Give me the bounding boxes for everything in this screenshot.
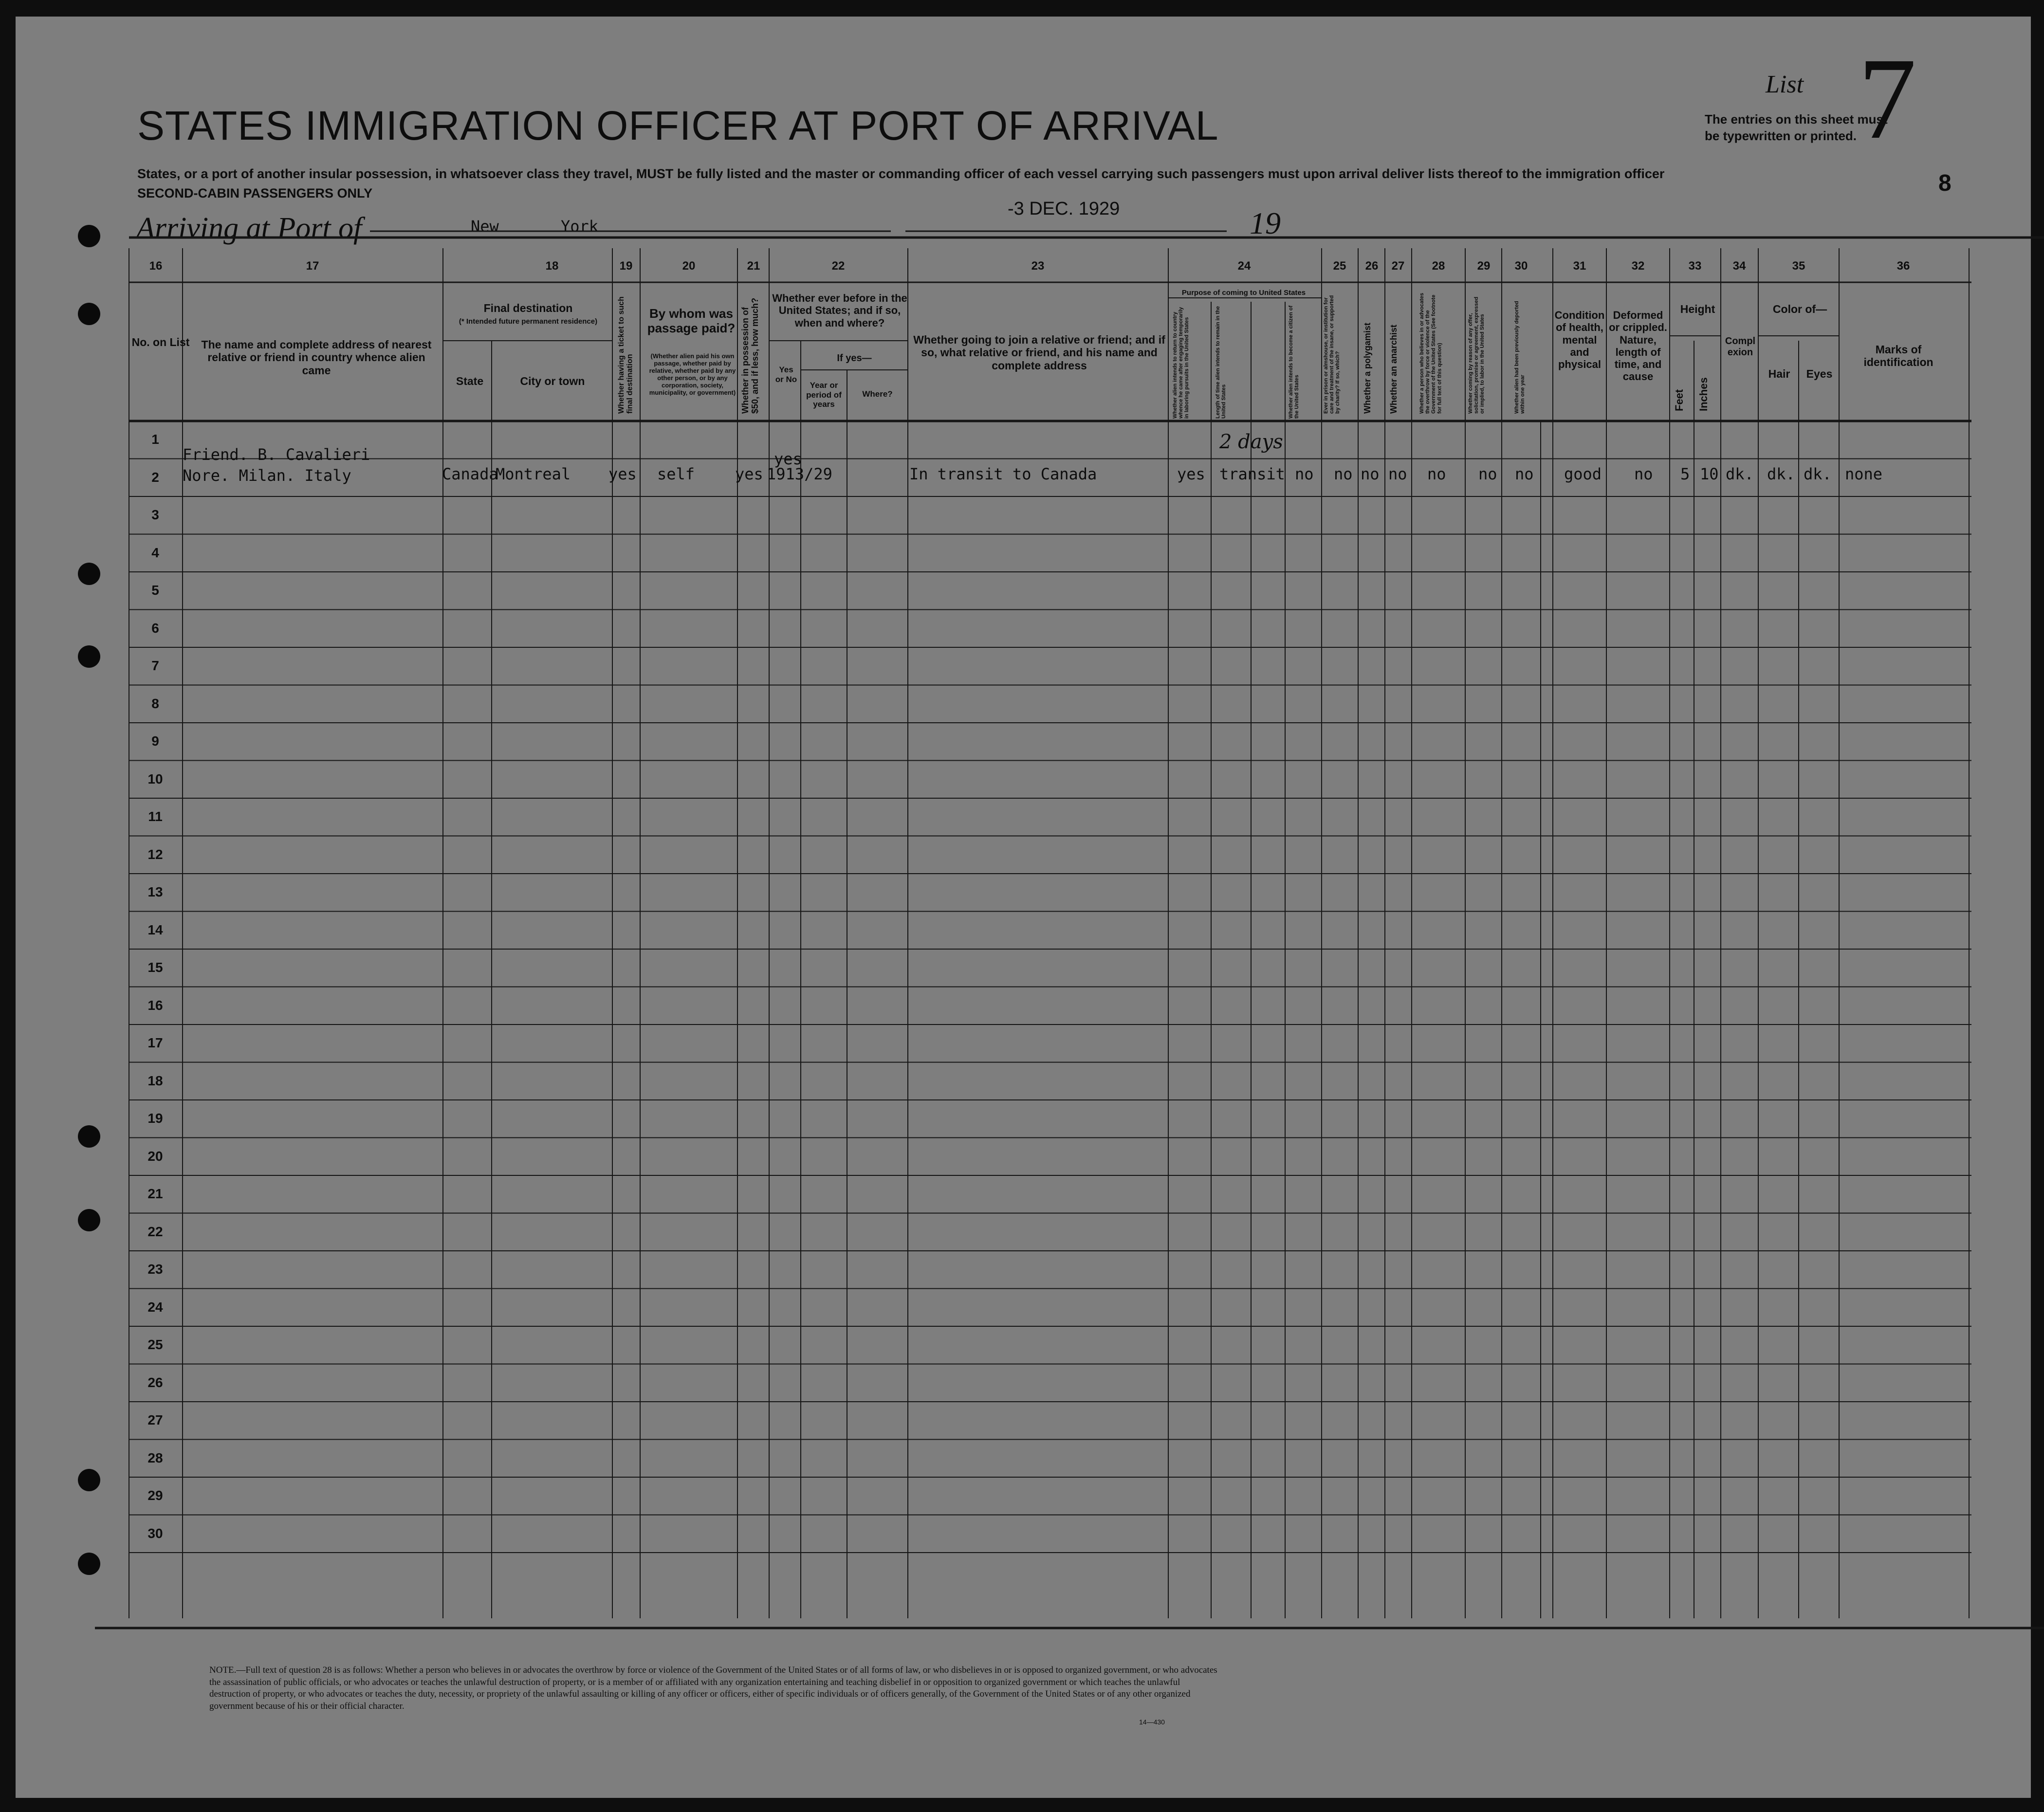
column-number: 20 [682, 259, 696, 273]
col18-header: Final destination [483, 302, 573, 314]
entry-hair: dk. [1767, 465, 1795, 483]
col28-header: Whether a person who believes in or advocates the overthrow by force or violence of the Government of the United States (See footnote for full text of this question) [1419, 293, 1443, 414]
entry-eyes: dk. [1804, 465, 1832, 483]
entry-feet: 5 [1680, 465, 1690, 483]
col16-header: No. on List [131, 336, 190, 348]
column-number: 34 [1732, 259, 1746, 273]
row-number: 25 [147, 1337, 163, 1352]
entry-prison: no [1334, 465, 1353, 483]
entry-city: Montreal [496, 465, 571, 483]
entry-length-handwritten: 2 days [1219, 431, 1283, 453]
col17-header: The name and complete address of nearest relative or friend in country whence alien came [201, 338, 432, 377]
entry-ticket: yes [608, 465, 637, 483]
arriving-label: Arriving at Port of [136, 212, 362, 245]
row-number: 22 [147, 1224, 163, 1239]
row-number: 8 [151, 696, 159, 711]
col36-header: Marks of identification [1863, 343, 1934, 369]
col32-header: Deformed or crippled. Nature, length of time, and cause [1609, 309, 1667, 383]
col33-header: Height [1680, 303, 1715, 315]
col19-header: Whether having a ticket to such final destination [617, 296, 634, 414]
entries-note-line2: be typewritten or printed. [1705, 128, 1857, 143]
column-number: 28 [1432, 259, 1445, 273]
row-number: 23 [147, 1262, 163, 1277]
row-number: 4 [151, 545, 159, 560]
entry-purpose-return: yes [1177, 465, 1205, 483]
column-number: 22 [831, 259, 845, 273]
column-number: 18 [545, 259, 559, 273]
col33-inches: Inches [1697, 377, 1710, 411]
entry-marks: none [1845, 465, 1883, 483]
row-number: 3 [151, 507, 159, 522]
column-number: 19 [619, 259, 633, 273]
entry-deformed: no [1634, 465, 1653, 483]
list-number: 7 [1858, 34, 1916, 163]
column-number: 31 [1573, 259, 1586, 273]
entry-polygamist: no [1361, 465, 1380, 483]
col21-header: Whether in possession of $50, and if less, how much? [740, 297, 760, 414]
date-stamp: -3 DEC. 1929 [1008, 199, 1120, 219]
column-number: 26 [1365, 259, 1379, 273]
row-number: 29 [147, 1488, 163, 1503]
col23-header: Whether going to join a relative or friend; and if so, what relative or friend, and his name and complete address [913, 333, 1165, 372]
col20-title: By whom was passage paid? [647, 306, 736, 335]
class-label: SECOND-CABIN PASSENGERS ONLY [137, 186, 373, 201]
column-number: 17 [306, 259, 319, 273]
form-title: STATES IMMIGRATION OFFICER AT PORT OF ARRIVAL [137, 103, 1219, 148]
col35-eyes: Eyes [1806, 367, 1833, 380]
row-number: 21 [147, 1186, 163, 1201]
port-state: York [561, 217, 599, 236]
col24-title: Purpose of coming to United States [1181, 289, 1306, 297]
entry-q28: no [1427, 465, 1446, 483]
col18-note: (* Intended future permanent residence) [459, 317, 598, 326]
column-number: 21 [747, 259, 760, 273]
column-number: 32 [1631, 259, 1645, 273]
entry-deported: no [1515, 465, 1534, 483]
list-label: List [1766, 71, 1804, 98]
punch-hole [78, 1469, 100, 1491]
col35-header: Color of— [1772, 303, 1827, 315]
entry-relative-line2: Nore. Milan. Italy [183, 466, 351, 485]
column-number: 29 [1477, 259, 1491, 273]
punch-hole [78, 225, 100, 247]
entries-note-line1: The entries on this sheet must [1705, 112, 1888, 127]
punch-hole [78, 1125, 100, 1148]
punch-hole [78, 1553, 100, 1575]
row-number: 27 [147, 1412, 163, 1428]
entry-labor: no [1478, 465, 1497, 483]
row-number: 5 [151, 583, 159, 598]
row-number: 17 [147, 1035, 163, 1050]
entry-inches: 10 [1700, 465, 1719, 483]
row-number: 6 [151, 620, 159, 636]
entry-relative-line1: Friend. B. Cavalieri [183, 445, 370, 464]
entry-anarchist: no [1388, 465, 1407, 483]
column-number: 36 [1897, 259, 1910, 273]
row-number: 9 [151, 733, 159, 749]
year-prefix: 19 [1250, 206, 1281, 240]
col24-return: Whether alien intends to return to country whence he came after engaging temporarily in laboring pursuits in the United States [1172, 307, 1190, 419]
row-number: 11 [148, 809, 163, 824]
row-number: 26 [147, 1374, 163, 1390]
row-number: 30 [147, 1525, 163, 1541]
row-number: 15 [147, 960, 163, 975]
col25-header: Ever in prison or almshouse, or institution for care and treatment of the insane, or supported by charity? If so, which? [1323, 295, 1341, 414]
column-number: 25 [1333, 259, 1346, 273]
entry-length-stay: transit [1219, 465, 1285, 483]
entry-state: Canada [442, 465, 498, 483]
punch-hole [78, 645, 100, 668]
row-number: 7 [151, 658, 159, 673]
col27-header: Whether an anarchist [1389, 324, 1399, 414]
punch-hole [78, 303, 100, 325]
entry-citizen: no [1295, 465, 1314, 483]
column-number: 27 [1391, 259, 1405, 273]
row-number: 28 [147, 1450, 163, 1465]
row-number: 14 [147, 922, 163, 937]
row-number: 18 [147, 1073, 163, 1088]
column-number: 16 [149, 259, 163, 273]
footnote: NOTE.—Full text of question 28 is as follows: Whether a person who believes in or advocates the overthrow by force or violence of the Government of the United States or of all forms of law, or who disbelieves in or is opposed to organized government, or who advocates the assassination of public officials, or who advocates or teaches the unlawful destruction of property, or is a member of or affiliated with any organization entertaining and teaching disbelief in or opposition to organized government or which teaches the unlawful destruction of property, or who advocates or teaches the duty, necessity, or propriety of the unlawful assaulting or killing of any officer or officers, either of specific individuals or of officers generally, of the Government of the United States or of any other organized government because of his or their official character. [209, 1665, 1217, 1712]
entry-complexion: dk. [1726, 465, 1754, 483]
col26-header: Whether a polygamist [1363, 322, 1372, 414]
col34-header: Complexion [1725, 336, 1756, 358]
column-number: 23 [1031, 259, 1045, 273]
column-number: 24 [1237, 259, 1251, 273]
row-number: 12 [147, 846, 163, 862]
form-instruction: States, or a port of another insular possession, in whatsoever class they travel, MUST be fully listed and the master or commanding officer of each vessel carrying such passengers must upon arrival deliver lists thereof to the immigration officer [137, 166, 1665, 181]
row-number: 1 [151, 432, 159, 447]
col24-length: Length of time alien intends to remain in the United States [1215, 306, 1227, 419]
entry-paid-by: self [657, 465, 695, 483]
entry-health: good [1564, 465, 1602, 483]
col33-feet: Feet [1673, 389, 1685, 411]
punch-hole [78, 1209, 100, 1231]
row-number: 16 [147, 997, 163, 1013]
entry-money: yes [735, 465, 763, 483]
row-number: 10 [147, 771, 163, 787]
col18-city: City or town [520, 375, 585, 387]
col31-header: Condition of health, mental and physical [1554, 309, 1605, 371]
port-city: New [471, 217, 499, 236]
col22-title: Whether ever before in the United States; and if so, when and where? [772, 292, 907, 329]
col22-yesno: Yes or No [775, 365, 797, 384]
entry-before-yes: yes [774, 450, 802, 468]
col22-period: Year or period of years [806, 381, 842, 409]
col30-header: Whether alien had been previously deported within one year [1514, 301, 1526, 414]
col24-citizen: Whether alien intends to become a citizen of the United States [1288, 305, 1300, 419]
column-number: 35 [1792, 259, 1805, 273]
col29-header: Whether coming by reason of any offer, solicitation, promise or agreement, expressed or implied, to labor in the United States [1468, 296, 1486, 414]
col22-where: Where? [862, 389, 893, 399]
row-number: 24 [147, 1299, 163, 1315]
row-number: 2 [151, 469, 159, 485]
entry-joining: In transit to Canada [909, 465, 1097, 483]
col18-state: State [456, 375, 484, 387]
form-code: 14—430 [1139, 1718, 1165, 1726]
sheet-number: 8 [1938, 170, 1952, 196]
row-number: 13 [147, 884, 163, 899]
col20-note: (Whether alien paid his own passage, whether paid by relative, whether paid by any other person, or by any corporation, society, municipality, or government) [649, 352, 736, 396]
row-number: 20 [147, 1148, 163, 1164]
col35-hair: Hair [1768, 367, 1790, 380]
entry-before-period: 1913/29 [767, 465, 832, 483]
row-number: 19 [147, 1111, 163, 1126]
column-number: 33 [1688, 259, 1702, 273]
column-number: 30 [1514, 259, 1528, 273]
col22-ifyes: If yes— [837, 353, 872, 364]
punch-hole [78, 563, 100, 585]
